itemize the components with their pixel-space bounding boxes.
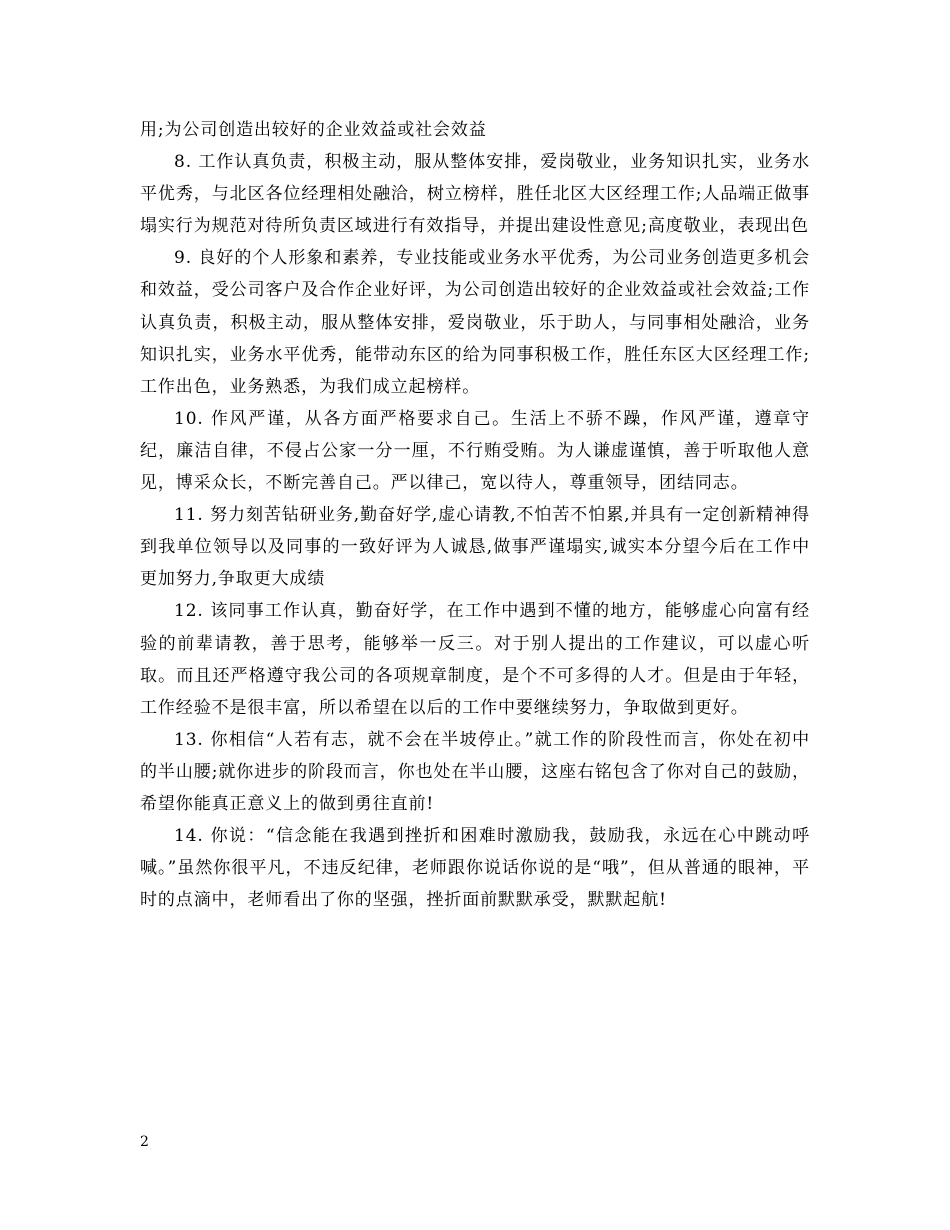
paragraph-item-11: 11. 努力刻苦钻研业务,勤奋好学,虚心请教,不怕苦不怕累,并具有一定创新精神得到我单位领导以及同事的一致好评为人诚恳,做事严谨塌实,诚实本分望今后在工作中更加努力,争取更大成绩 — [140, 505, 810, 590]
paragraph-item-12: 12. 该同事工作认真，勤奋好学，在工作中遇到不懂的地方，能够虚心向富有经验的前辈请教，善于思考，能够举一反三。对于别人提出的工作建议，可以虚心听取。而且还严格遵守我公司的各项规章制度，是个不可多得的人才。但是由于年轻，工作经验不是很丰富，所以希望在以后的工作中要继续努力，争取做到更好。 — [140, 601, 810, 718]
paragraph-item-14: 14. 你说：“信念能在我遇到挫折和困难时激励我，鼓励我，永远在心中跳动呼喊。”虽然你很平凡，不违反纪律，老师跟你说话你说的是“哦”，但从普通的眼神，平时的点滴中，老师看出了你的坚强，挫折面前默默承受，默默起航! — [140, 826, 810, 911]
page-number: 2 — [140, 1134, 149, 1150]
document-body — [140, 114, 810, 916]
paragraph-item-9: 9. 良好的个人形象和素养，专业技能或业务水平优秀，为公司业务创造更多机会和效益，受公司客户及合作企业好评，为公司创造出较好的企业效益或社会效益;工作认真负责，积极主动，服从整体安排，爱岗敬业，乐于助人，与同事相处融洽，业务知识扎实，业务水平优秀，能带动东区的给为同事积极工作，胜任东区大区经理工作;工作出色，业务熟悉，为我们成立起榜样。 — [140, 248, 810, 397]
paragraph-item-8: 8. 工作认真负责，积极主动，服从整体安排，爱岗敬业，业务知识扎实，业务水平优秀，与北区各位经理相处融洽，树立榜样，胜任北区大区经理工作;人品端正做事塌实行为规范对待所负责区域进行有效指导，并提出建设性意见;高度敬业，表现出色 — [140, 152, 810, 237]
paragraph-item-10: 10. 作风严谨，从各方面严格要求自己。生活上不骄不躁，作风严谨，遵章守纪，廉洁自律，不侵占公家一分一厘，不行贿受贿。为人谦虚谨慎，善于听取他人意见，博采众长，不断完善自己。严以律己，宽以待人，尊重领导，团结同志。 — [140, 408, 810, 494]
paragraph-item-13: 13. 你相信“人若有志，就不会在半坡停止。”就工作的阶段性而言，你处在初中的半山腰;就你进步的阶段而言，你也处在半山腰，这座右铭包含了你对自己的鼓励，希望你能真正意义上的做到勇往直前! — [140, 729, 810, 814]
paragraph-continuation: 用;为公司创造出较好的企业效益或社会效益 — [140, 120, 487, 140]
